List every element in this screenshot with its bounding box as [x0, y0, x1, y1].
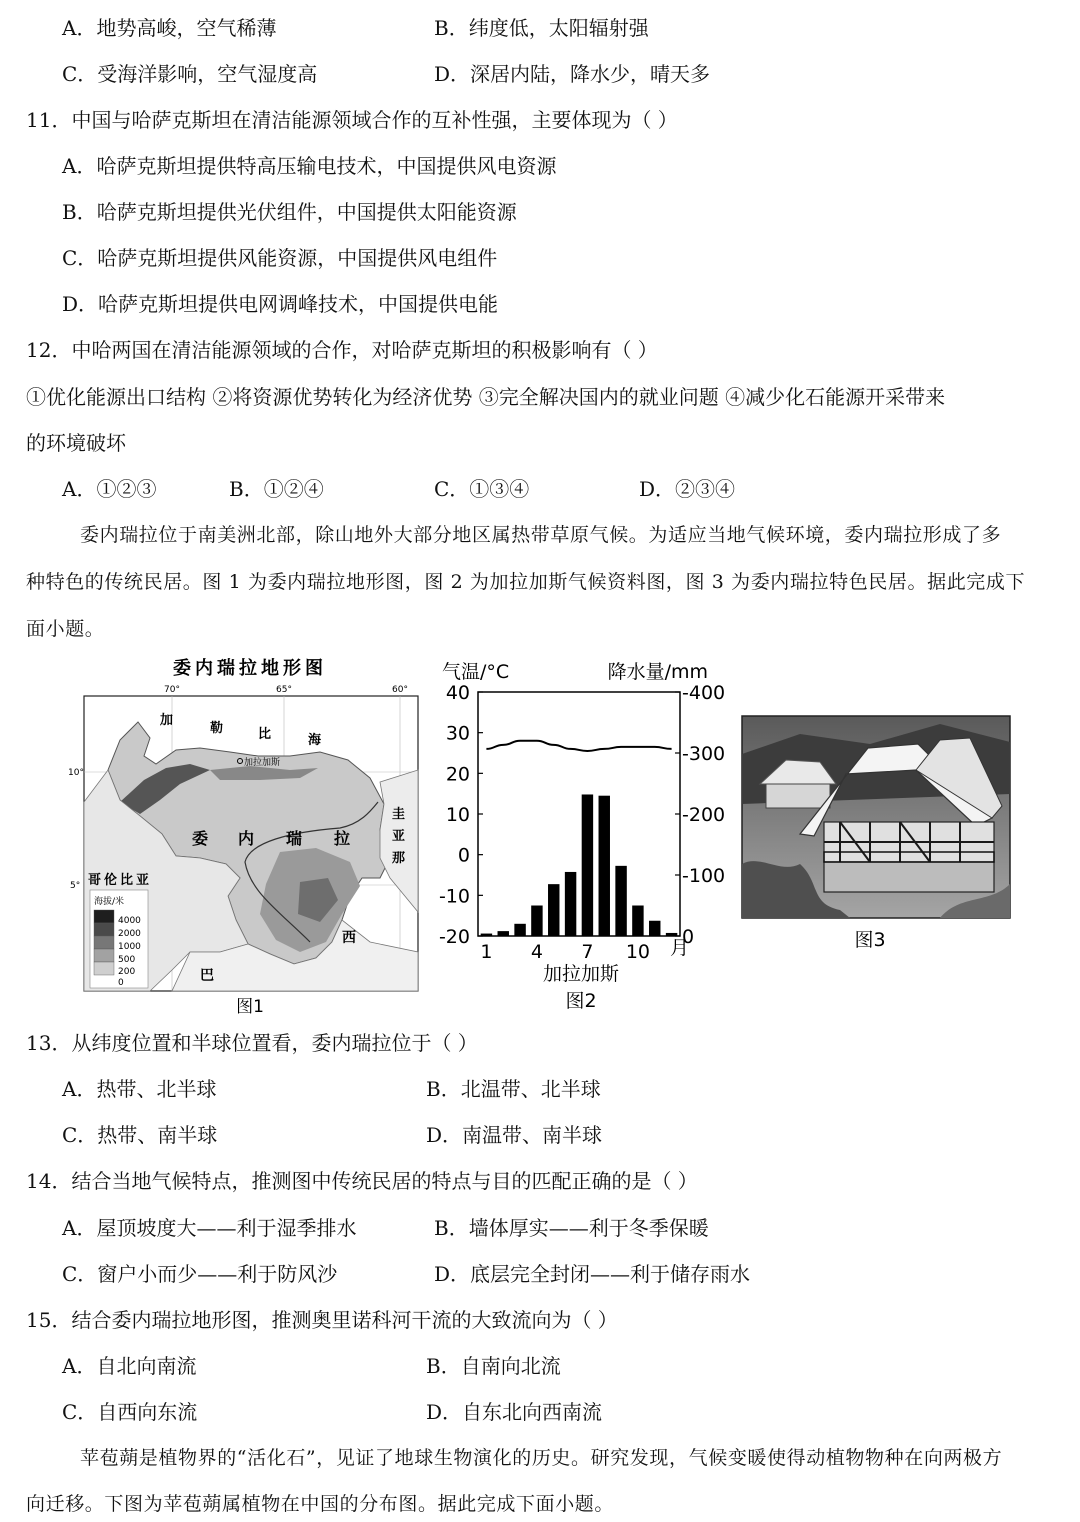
y-left-tick-label: -20: [438, 926, 470, 948]
photo-house-lower-wall: [824, 862, 994, 892]
y-left-tick-label: 10: [445, 804, 470, 826]
y-left-tick-label: 40: [445, 682, 470, 704]
intro-venezuela-line3: 面小题。: [26, 618, 105, 640]
precip-bar-month-11: [649, 921, 660, 936]
legend-value-1000: 1000: [118, 942, 141, 952]
q11-option-a: A．哈萨克斯坦提供特高压输电技术，中国提供风电资源: [62, 154, 557, 178]
q12-option-b: B．①②④: [229, 477, 324, 501]
precip-bar-month-5: [548, 884, 559, 936]
precip-bar-month-8: [599, 796, 610, 936]
y-left-tick-label: 0: [457, 844, 470, 867]
q14-option-d: D．底层完全封闭——利于储存雨水: [434, 1262, 751, 1286]
q15-option-c: C．自西向东流: [62, 1400, 198, 1424]
lon-label-65: 65°: [276, 685, 292, 695]
brazil-label-char-1: 巴: [200, 968, 214, 984]
q12-items-line1: ①优化能源出口结构 ②将资源优势转化为经济优势 ③完全解决国内的就业问题 ④减少化石能源开采带来: [26, 385, 946, 409]
lat-label-10: 10°: [68, 768, 84, 778]
q11-stem: 11．中国与哈萨克斯坦在清洁能源领域合作的互补性强，主要体现为（ ）: [26, 108, 678, 132]
q11-option-d: D．哈萨克斯坦提供电网调峰技术，中国提供电能: [62, 292, 499, 316]
legend-value-200: 200: [118, 967, 136, 977]
q12-option-d: D．②③④: [639, 477, 736, 501]
plot-frame: [478, 692, 680, 936]
country-label-char-4: 拉: [334, 829, 351, 848]
legend-swatch-4000: [94, 910, 114, 923]
legend-value-2000: 2000: [118, 929, 141, 939]
legend-swatch-200: [94, 962, 114, 975]
q11-option-c: C．哈萨克斯坦提供风能资源，中国提供风电组件: [62, 246, 498, 270]
q13-option-a: A．热带、北半球: [62, 1077, 217, 1101]
precip-bar-month-7: [582, 794, 593, 936]
precip-bar-month-3: [514, 924, 525, 936]
x-axis-unit-label: 月: [670, 937, 690, 959]
x-tick-label: 10: [625, 941, 651, 963]
sea-label-char-2: 勒: [210, 721, 224, 736]
q11-option-b: B．哈萨克斯坦提供光伏组件，中国提供太阳能资源: [62, 200, 517, 224]
sea-label-char-3: 比: [258, 727, 272, 742]
intro-fern-line2: 向迁移。下图为苹苞蒴属植物在中国的分布图。据此完成下面小题。: [26, 1493, 615, 1515]
q13-option-b: B．北温带、北半球: [426, 1077, 601, 1101]
q10-option-c: C．受海洋影响，空气湿度高: [62, 62, 318, 86]
guyana-label-char-2: 亚: [392, 829, 406, 844]
chart-city-label: 加拉加斯: [542, 963, 620, 985]
figure-3-caption: 图3: [854, 929, 886, 951]
guyana-label-char-3: 那: [392, 851, 406, 866]
q15-stem: 15．结合委内瑞拉地形图，推测奥里诺科河干流的大致流向为（ ）: [26, 1308, 618, 1332]
y-left-tick-label: -10: [438, 885, 470, 908]
sea-label-char-4: 海: [308, 733, 322, 748]
y-right-tick-label: 0: [682, 926, 695, 948]
precip-bar-month-4: [531, 906, 542, 937]
legend-swatch-2000: [94, 923, 114, 936]
legend-title: 海拔/米: [94, 897, 125, 907]
q12-items-line2: 的环境破坏: [26, 431, 126, 455]
figure-1-terrain-map: [68, 652, 425, 1022]
intro-fern-line1: 苹苞蒴是植物界的“活化石”，见证了地球生物演化的历史。研究发现，气候变暖使得动植物物种在向两极方: [80, 1447, 1003, 1469]
lon-label-70: 70°: [164, 685, 180, 695]
precip-bar-month-10: [632, 906, 643, 937]
lon-label-60: 60°: [392, 685, 408, 695]
q10-option-b: B．纬度低，太阳辐射强: [434, 16, 649, 40]
q12-option-c: C．①③④: [434, 477, 530, 501]
intro-venezuela-line2: 种特色的传统民居。图 1 为委内瑞拉地形图，图 2 为加拉加斯气候资料图，图 3 为委内瑞拉特色民居。据此完成下: [26, 571, 1026, 593]
q12-option-a: A．①②③: [62, 477, 157, 501]
q13-option-c: C．热带、南半球: [62, 1123, 218, 1147]
q14-option-b: B．墙体厚实——利于冬季保暖: [434, 1216, 709, 1240]
temperature-line: [486, 741, 671, 751]
precip-bar-month-6: [565, 872, 576, 936]
q10-option-d: D．深居内陆，降水少，晴天多: [434, 62, 711, 86]
q10-option-a: A．地势高峻，空气稀薄: [62, 16, 277, 40]
y-right-tick-label: -300: [682, 743, 726, 765]
y-right-axis-label: 降水量/mm: [607, 661, 708, 683]
sea-label-char-1: 加: [160, 713, 174, 728]
legend-value-0: 0: [118, 978, 124, 988]
caracas-label: 加拉加斯: [244, 758, 281, 768]
intro-venezuela-line1: 委内瑞拉位于南美洲北部，除山地外大部分地区属热带草原气候。为适应当地气候环境，委内瑞拉形成了多: [80, 524, 1002, 546]
figure-2-climate-chart: [430, 652, 730, 1017]
legend-value-4000: 4000: [118, 916, 141, 926]
legend-swatch-500: [94, 949, 114, 962]
figure-1-caption: 图1: [236, 997, 264, 1017]
x-tick-label: 7: [581, 941, 594, 963]
x-tick-label: 4: [530, 941, 543, 963]
q12-stem: 12．中哈两国在清洁能源领域的合作，对哈萨克斯坦的积极影响有（ ）: [26, 338, 658, 362]
legend-swatch-1000: [94, 936, 114, 949]
colombia-label: 哥伦比亚: [88, 873, 153, 888]
figure-3-house-photo: [740, 714, 1012, 954]
precip-bar-month-2: [498, 931, 509, 936]
figure-2-caption: 图2: [565, 990, 597, 1012]
q15-option-d: D．自东北向西南流: [426, 1400, 603, 1424]
brazil-label-char-2: 西: [342, 930, 356, 946]
q14-stem: 14．结合当地气候特点，推测图中传统民居的特点与目的匹配正确的是（ ）: [26, 1169, 698, 1193]
y-right-tick-label: -400: [682, 682, 726, 704]
lat-label-5: 5°: [70, 881, 81, 891]
q14-option-a: A．屋顶坡度大——利于湿季排水: [62, 1216, 357, 1240]
country-label-char-2: 内: [238, 829, 255, 848]
q13-option-d: D．南温带、南半球: [426, 1123, 603, 1147]
legend-value-500: 500: [118, 955, 136, 965]
x-tick-label: 1: [480, 941, 493, 963]
y-left-tick-label: 30: [445, 722, 470, 745]
precip-bar-month-9: [615, 866, 626, 936]
country-label-char-1: 委: [192, 829, 209, 848]
q13-stem: 13．从纬度位置和半球位置看，委内瑞拉位于（ ）: [26, 1031, 478, 1055]
photo-small-house-wall: [766, 784, 830, 808]
guyana-label-char-1: 圭: [392, 807, 406, 822]
figure-1-title: 委内瑞拉地形图: [173, 658, 327, 679]
y-left-axis-label: 气温/°C: [442, 661, 510, 683]
q15-option-a: A．自北向南流: [62, 1354, 197, 1378]
country-label-char-3: 瑞: [286, 829, 303, 848]
q15-option-b: B．自南向北流: [426, 1354, 561, 1378]
q14-option-c: C．窗户小而少——利于防风沙: [62, 1262, 338, 1286]
y-right-tick-label: -200: [682, 804, 726, 826]
y-right-tick-label: -100: [682, 865, 726, 887]
y-left-tick-label: 20: [445, 763, 470, 786]
